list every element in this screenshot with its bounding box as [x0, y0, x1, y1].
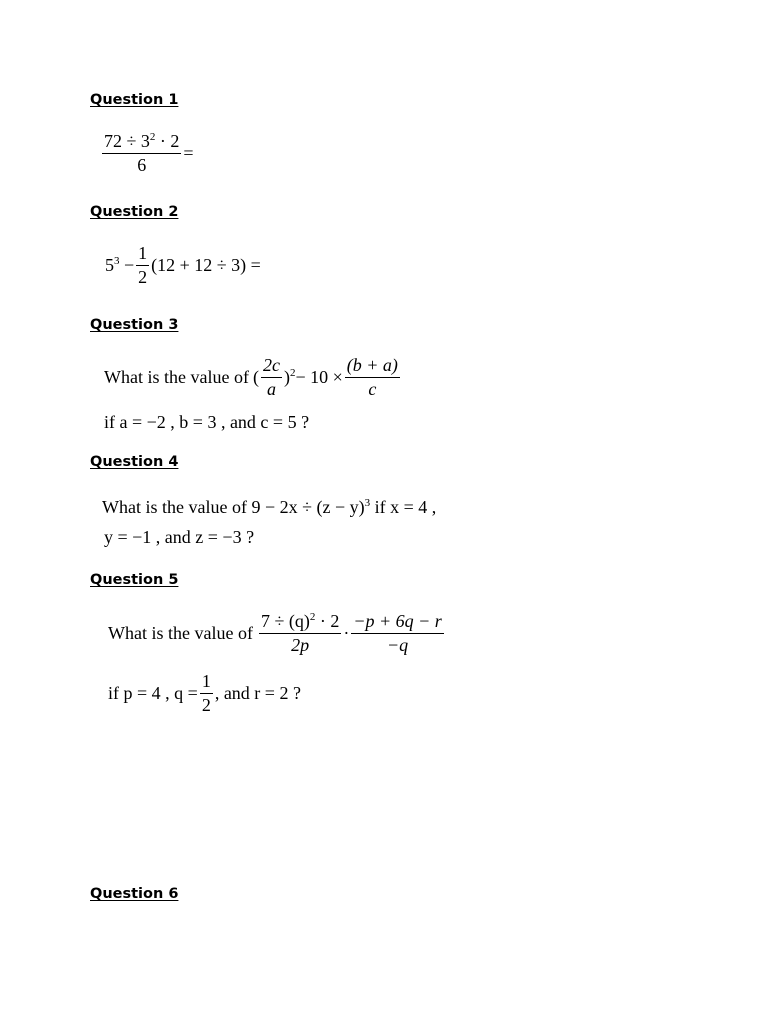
- fraction-numerator: (b + a): [345, 356, 400, 378]
- equals-sign: =: [183, 142, 194, 163]
- fraction-numerator: 2c: [261, 356, 282, 378]
- question-2-fraction: [136, 244, 149, 287]
- question-5-fraction-3: [200, 672, 213, 715]
- question-3-expression: What is the value of ( $\frac{2c}{a}$ )$^2$ − 10 × $\frac{(b + a)}{c}$: [104, 355, 398, 399]
- question-3-conditions: if a = −2 , b = 3 , and c = 5 ?: [104, 412, 310, 432]
- question-5-conditions: if p = 4 , q = $\frac{1}{2}$ , and r = 2 ?: [108, 671, 301, 715]
- question-3-fraction-2: [345, 356, 400, 399]
- question-4-line-2: y = −1 , and z = −3 ?: [104, 527, 255, 547]
- fraction-denominator: 2p: [291, 634, 310, 655]
- fraction-denominator: −q: [386, 634, 409, 655]
- question-4-line-1: What is the value of $9 - 2x \div (z - y)^3$ if x = 4 ,: [102, 497, 437, 517]
- fraction-denominator: a: [266, 378, 276, 399]
- fraction-denominator: 2: [138, 266, 148, 287]
- question-1-expression: [100, 132, 194, 175]
- question-5-heading: Question 5: [90, 572, 179, 588]
- question-1-heading: Question 1: [90, 92, 179, 108]
- question-6-heading: Question 6: [90, 886, 179, 902]
- fraction-denominator: 6: [137, 154, 147, 175]
- fraction-numerator: 1: [136, 244, 149, 266]
- fraction-denominator: 2: [201, 694, 211, 715]
- question-2-heading: Question 2: [90, 204, 179, 220]
- question-2-expression: $5^3$ − $\frac{1}{2}$ (12 + 12 ÷ 3) =: [105, 243, 261, 287]
- question-5-fraction-2: [351, 612, 443, 655]
- question-1-fraction: [102, 132, 181, 175]
- question-4-heading: Question 4: [90, 454, 179, 470]
- question-3-heading: Question 3: [90, 317, 179, 333]
- fraction-numerator: −p + 6q − r: [351, 612, 443, 634]
- question-5-expression: What is the value of $\frac{7 \div (q)^2 \cdot 2}{2p}$ · $\frac{-p + 6q - r}{-q}$: [108, 611, 442, 655]
- fraction-numerator: 1: [200, 672, 213, 694]
- fraction-denominator: c: [368, 378, 377, 399]
- fraction-numerator: $7 \div (q)^2 \cdot 2$: [259, 612, 341, 634]
- question-3-fraction-1: [261, 356, 282, 399]
- question-5-fraction-1: [259, 612, 341, 655]
- fraction-numerator: $72 \div 3^2 \cdot 2$: [102, 132, 181, 154]
